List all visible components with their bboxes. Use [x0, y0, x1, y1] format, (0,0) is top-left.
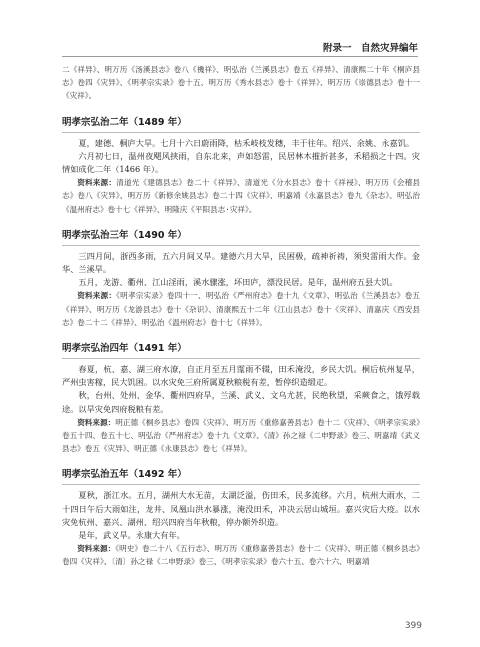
source-label: 资料来源：	[77, 544, 116, 554]
source-label: 资料来源：	[77, 417, 116, 427]
source-label: 资料来源：	[77, 291, 117, 301]
source-text: 清道光《建德县志》卷二十《祥异》、清道光《分水县志》卷十《祥祲》、明万历《会稽县志》卷八《灾异》、明万历《新修余姚县志》卷二十四《灾祥》、明嘉靖《永嘉县志》卷九《杂志》、明弘治《温州府志》卷十七《祥异》、明隆庆《平阳县志·灾祥》。	[62, 178, 421, 214]
paragraph: 六月初七日，温州夜飓风挟雨，自东北来，声如怒雷，民居林木摧折甚多，禾稻损之十四。灾情如成化二年（1466 年）。	[62, 150, 420, 175]
header-rule	[62, 56, 418, 57]
source-note	[62, 176, 420, 216]
source-label: 资料来源：	[77, 178, 117, 188]
paragraph: 秋，台州、处州、金华、衢州四府旱，兰溪、武义、文乌尤甚，民绝秋望，采蕨食之，饿殍载途。以旱灾免四府税粮有差。	[62, 390, 420, 414]
page-number: 399	[404, 621, 422, 631]
source-text: 明正德《桐乡县志》卷四《灾祥》、明万历《重修嘉善县志》卷十二《灾祥》、《明孝宗实录》卷五十四、卷五十七、明弘治《严州府志》卷十九《文章》、《清》孙之禄《二申野录》卷三、明嘉靖《武义县志》卷五《灾异》、明正德《永康县志》卷七《祥异》。	[62, 417, 421, 454]
paragraph: 春夏，杭、嘉、湖三府水潦，自正月至五月霪雨不辍，田禾淹没，乡民大饥。桐后杭州复旱，严州虫害稼，民大饥困。以水灾免三府所属夏秋粮税有差，暂停织造缎疋。	[62, 364, 420, 388]
section-title: 明孝宗弘治四年（1491 年）	[62, 338, 420, 356]
paragraph: 是年，武义旱。永康大有年。	[78, 530, 185, 541]
section-title: 明孝宗弘治三年（1490 年）	[62, 225, 420, 243]
source-note	[62, 542, 420, 568]
section-1492	[62, 464, 420, 568]
source-text: 《明史》卷二十八《五行志》、明万历《重修嘉善县志》卷十二《灾祥》、明正德《桐乡县志》卷四《灾祥》、〔清〕孙之禄《二申野录》卷三、《明孝宗实录》卷六十五、卷六十六、明嘉靖	[62, 544, 421, 567]
section-title: 明孝宗弘治五年（1492 年）	[62, 464, 420, 482]
section-1489	[62, 112, 420, 216]
page-body	[62, 63, 420, 569]
paragraph: 五月，龙游、衢州、江山淫雨，溪水骤涨，坏田庐，漂没民居。是年，温州府五县大饥。	[78, 277, 398, 288]
paragraph: 夏，建德、桐庐大旱。七月十六日蔚雨降，枯禾岐枝发穗，丰于往年。绍兴、余姚、永嘉饥。	[78, 137, 415, 148]
running-header: 附录一 自然灾异编年	[322, 43, 418, 54]
source-text: 《明孝宗实录》卷四十一、明弘治《严州府志》卷十九《文章》、明弘治《兰溪县志》卷五《祥异》、明万历《龙游县志》卷十《杂识》、清康熙五十二年《江山县志》卷十《灾祥》、清嘉庆《西安县志》卷二十二《祥异》、明弘治《温州府志》卷十七《祥异》。	[62, 291, 421, 327]
paragraph: 夏秋，浙江水。五月，湖州大水无苗，太湖泛溢，伤田禾，民多流移。六月，杭州大雨水，二十四日午后大雨如注，龙井、凤凰山洪水暴涨，淹没田禾，冲决云居山城垣。嘉兴灾后大疫。以水灾免杭州、嘉兴、湖州、绍兴四府当年秋粮，停办额外织造。	[62, 490, 420, 527]
section-title: 明孝宗弘治二年（1489 年）	[62, 112, 420, 130]
paragraph: 三四月间，浙西多雨，五六月间又旱。建德六月大旱，民困极，疏神祈祷，须臾雷雨大作。金华、兰溪旱。	[62, 250, 420, 275]
section-1491	[62, 338, 420, 455]
source-note	[62, 416, 420, 456]
section-1490	[62, 225, 420, 329]
intro-source: 二《祥异》、明万历《汤溪县志》卷八《禨祥》、明弘治《兰溪县志》卷五《祥异》、清康熙二十年《桐庐县志》卷四《灾异》、《明孝宗实录》卷十五、明万历《秀水县志》卷十《祥异》、明万历《崇德县志》卷十一《灾祥》。	[62, 65, 420, 101]
source-note	[62, 289, 420, 329]
